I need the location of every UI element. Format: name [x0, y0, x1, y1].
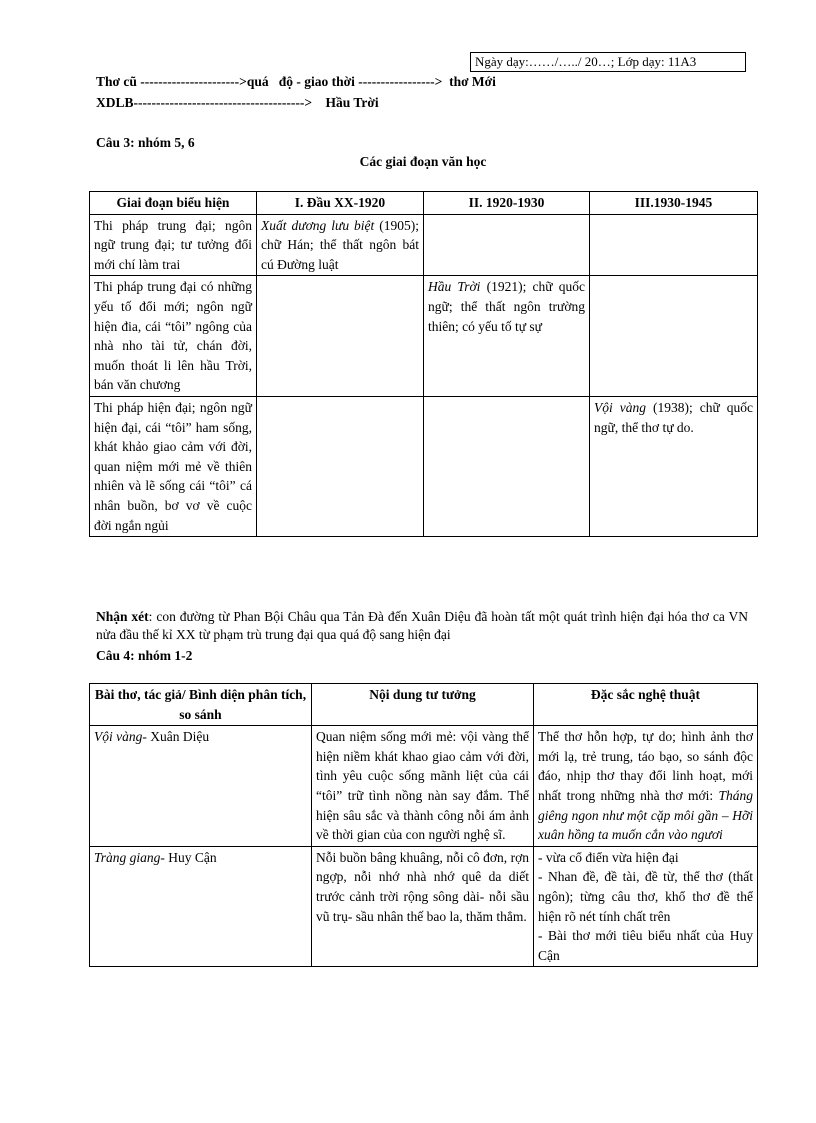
poem-author: - Xuân Diệu: [142, 729, 210, 745]
content-cell: Quan niệm sống mới mẻ: vội vàng thể hiện niềm khát khao giao cảm với đời, tình yêu cuộc sống mãnh liệt của cái “tôi” trữ tình nồng nàn say đắm. Thể hiện sâu sắc và thành công nỗi ám ảnh về thời gian của con người nghệ sĩ.: [312, 726, 534, 847]
period-cell: [257, 396, 424, 536]
period-description: Thi pháp trung đại; ngôn ngữ trung đại; tư tưởng đổi mới chí làm trai: [90, 214, 257, 276]
column-header: Nội dung tư tưởng: [312, 684, 534, 726]
remark-label: Nhận xét: [96, 609, 149, 624]
period-cell: [590, 214, 758, 276]
art-text: Thể thơ hỗn hợp, tự do; hình ảnh thơ mới lạ, trẻ trung, táo bạo, so sánh độc đáo, nhịp thơ thay đổi linh hoạt, mới nhất trong những nhà thơ mới:: [538, 729, 753, 803]
period-description: Thi pháp hiện đại; ngôn ngữ hiện đại, cái “tôi” ham sống, khát khảo giao cảm với đời, quan niệm mới mẻ về thiên nhiên và lẽ sống cái “tôi” cá nhân buồn, bơ vơ về cuộc đời ngắn ngủi: [90, 396, 257, 536]
column-header: I. Đầu XX-1920: [257, 192, 424, 215]
poem-title: Tràng giang: [94, 849, 161, 865]
period-cell: [424, 396, 590, 536]
poem-title: Vội vàng: [94, 729, 143, 745]
poem-author: - Huy Cận: [160, 849, 217, 865]
art-item: - vừa cổ điển vừa hiện đại: [538, 849, 679, 865]
section3-title: Câu 3: nhóm 5, 6: [96, 135, 195, 150]
column-header: Đặc sắc nghệ thuật: [534, 684, 758, 726]
work-title: Hầu Trời: [428, 279, 481, 295]
content-cell: Nỗi buồn bâng khuâng, nỗi cô đơn, rợn ngợp, nỗi nhớ nhà nhớ quê da diết trước cảnh trời rộng sông dài- nỗi sầu vũ trụ- sầu nhân thế bao la, thăm thẳm.: [312, 846, 534, 967]
table-row: [90, 846, 758, 967]
poem-comparison-table: [89, 683, 758, 967]
remark-paragraph: [96, 608, 748, 644]
art-item: - Bài thơ mới tiêu biểu nhất của Huy Cận: [538, 928, 753, 963]
table-row: [90, 276, 758, 397]
section4-title: Câu 4: nhóm 1-2: [96, 648, 193, 663]
table-row: [90, 396, 758, 536]
art-cell: [534, 846, 758, 967]
work-detail: (1905); chữ Hán; thể thất ngôn bát cú Đường luật: [261, 217, 419, 272]
work-title: Xuất dương lưu biệt: [261, 217, 375, 233]
table-header-row: [90, 684, 758, 726]
column-header: III.1930-1945: [590, 192, 758, 215]
column-header: II. 1920-1930: [424, 192, 590, 215]
period-cell: [424, 214, 590, 276]
art-quote: Tháng giêng ngon như một cặp môi gần – Hỡi xuân hồng ta muốn cắn vào ngươi: [538, 787, 753, 843]
column-header: Giai đoạn biểu hiện: [90, 192, 257, 215]
poetry-transition-line: Thơ cũ ---------------------->quá độ - giao thời -----------------> thơ Mới: [96, 74, 496, 89]
period-cell: [424, 276, 590, 397]
date-class-box: Ngày dạy:……/…../ 20…; Lớp dạy: 11A3: [470, 52, 746, 72]
table-header-row: [90, 192, 758, 215]
period-description: Thi pháp trung đại có những yếu tố đổi mới; ngôn ngữ hiện đia, cái “tôi” ngông của nhà nho tài tử, chán đời, muốn thoát li lên hầu Trời, bán văn chương: [90, 276, 257, 397]
period-cell: [257, 276, 424, 397]
xdlb-transition-line: XDLB--------------------------------------> Hầu Trời: [96, 95, 379, 110]
poem-author-cell: [90, 846, 312, 967]
work-detail: (1938); chữ quốc ngữ, thể thơ tự do.: [594, 399, 753, 435]
period-cell: [257, 214, 424, 276]
literary-periods-table: [89, 191, 758, 537]
work-detail: (1921); chữ quốc ngữ; thể thất ngôn trường thiên; có yếu tố tự sự: [428, 279, 585, 334]
section3-subtitle: Các giai đoạn văn học: [359, 154, 487, 169]
work-title: Vội vàng: [594, 399, 646, 415]
table-row: [90, 726, 758, 847]
art-cell: [534, 726, 758, 847]
period-cell: [590, 396, 758, 536]
remark-text: : con đường từ Phan Bội Châu qua Tản Đà đến Xuân Diệu đã hoàn tất một quát trình hiện đại hóa thơ ca VN nửa đầu thế kỉ XX từ phạm trù trung đại qua quá độ sang hiện đại: [96, 609, 748, 642]
table-row: [90, 214, 758, 276]
art-item: - Nhan đề, đề tài, đề từ, thể thơ (thất ngôn); từng câu thơ, khổ thơ đề thể hiện rõ nét tính chất trên: [538, 869, 753, 924]
poem-author-cell: [90, 726, 312, 847]
column-header: Bài thơ, tác giả/ Bình diện phân tích, so sánh: [90, 684, 312, 726]
period-cell: [590, 276, 758, 397]
